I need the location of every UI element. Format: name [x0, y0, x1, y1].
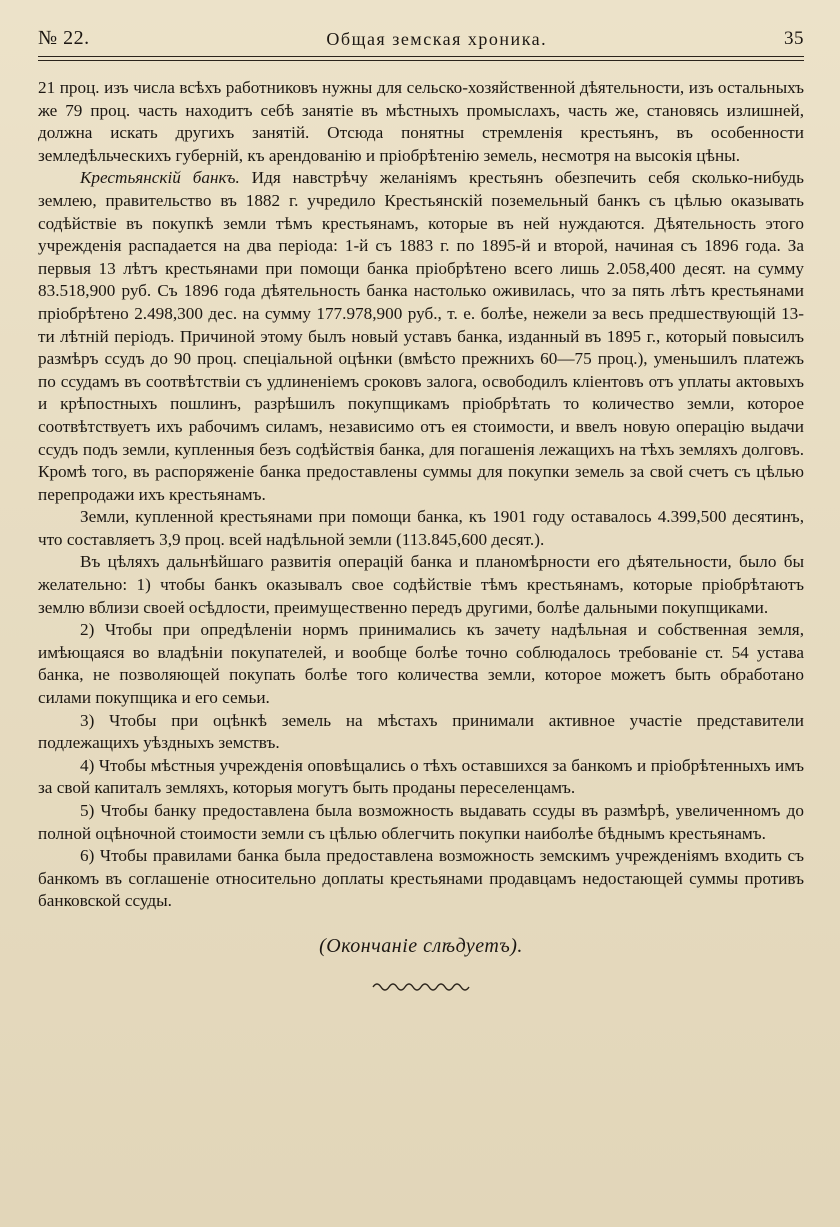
- header-rule: [38, 56, 804, 61]
- paragraph-9: 6) Чтобы правилами банка была предоставлена возможность земскимъ учрежденіямъ входить съ банкомъ въ соглашеніе относительно доплаты крестьянами продавцамъ недостающей суммы противъ банковской ссуды.: [38, 846, 804, 911]
- section-heading: Крестьянскій банкъ.: [80, 168, 240, 188]
- paragraph-2-text: Идя навстрѣчу желаніямъ крестьянъ обезпечить себя сколько-нибудь землею, правительство въ 1882 г. учредило Крестьянскій поземельный банкъ съ цѣлью оказывать содѣйствіе въ покупкѣ земли тѣмъ крестьянамъ, которые въ ней нуждаются. Дѣятельность этого учрежденія распадается на два періода: 1-й съ 1883 г. по 1895-й и второй, начиная съ 1896 года. За первыя 13 лѣтъ крестьянами при помощи банка пріобрѣтено всего лишь 2.058,400 десят. на сумму 83.518,900 руб. Съ 1896 года дѣятельность банка настолько оживилась, что за пять лѣтъ крестьянами пріобрѣтено 2.498,300 дес. на сумму 177.978,900 руб., т. е. болѣе, нежели за весь предшествующій 13-ти лѣтній періодъ. Причиной этому былъ новый уставъ банка, изданный въ 1895 г., который повысилъ размѣръ ссудъ до 90 проц. спеціальной оцѣнки (вмѣсто прежнихъ 60—75 проц.), уменьшилъ платежъ по ссудамъ въ соотвѣтствіи съ удлиненіемъ сроковъ залога, освободилъ кліентовъ отъ уплаты актовыхъ и крѣпостныхъ пошлинъ, разрѣшилъ покупщикамъ пріобрѣтать то количество земли, которое соотвѣтствуетъ ихъ рабочимъ силамъ, независимо отъ ея стоимости, и ввелъ новую операцію выдачи ссудъ подъ земли, купленныя безъ содѣйствія банка, для погашенія лежащихъ на тѣхъ земляхъ долговъ. Кромѣ того, въ распоряженіе банка предоставлены суммы для покупки земель за свой счетъ съ цѣлью перепродажи ихъ крестьянамъ.: [38, 168, 804, 504]
- page-header: [38, 20, 804, 50]
- paragraph-5: 2) Чтобы при опредѣленіи нормъ принимались къ зачету надѣльная и собственная земля, имѣющаяся во владѣніи покупателей, и вообще болѣе точно соблюдалось требованіе ст. 54 устава банка, не позволяющей покупать болѣе того количества земли, которое можетъ быть обработано силами покупщика и его семьи.: [38, 620, 804, 708]
- paragraph-3: Земли, купленной крестьянами при помощи банка, къ 1901 году оставалось 4.399,500 десятинъ, что составляетъ 3,9 проц. всей надѣльной земли (113.845,600 десят.).: [38, 507, 804, 549]
- wave-ornament: [371, 980, 471, 994]
- paragraph-2: [38, 167, 804, 506]
- page-number: 35: [783, 28, 804, 49]
- paragraph-6: 3) Чтобы при оцѣнкѣ земель на мѣстахъ принимали активное участіе представители подлежащихъ уѣздныхъ земствъ.: [38, 710, 804, 753]
- paragraph-7: 4) Чтобы мѣстныя учрежденія оповѣщались о тѣхъ оставшихся за банкомъ и пріобрѣтенныхъ имъ за свой капиталъ земляхъ, которыя могутъ быть проданы переселенцамъ.: [38, 755, 804, 798]
- paragraph-1: 21 проц. изъ числа всѣхъ работниковъ нужны для сельско-хозяйственной дѣятельности, изъ остальныхъ же 79 проц. часть находитъ себѣ занятіе въ мѣстныхъ промыслахъ, часть же, становясь излишней, должна искать другихъ занятій. Отсюда понятны стремленія крестьянъ, въ особенности земледѣльческихъ губерній, къ арендованію и пріобрѣтенію земель, несмотря на высокія цѣны.: [38, 78, 804, 165]
- continuation-note: (Окончаніе слѣдуетъ).: [319, 934, 523, 957]
- article-body: [38, 77, 804, 913]
- paragraph-4: Въ цѣляхъ дальнѣйшаго развитія операцій банка и планомѣрности его дѣятельности, было бы желательно: 1) чтобы банкъ оказывалъ свое содѣйствіе тѣмъ крестьянамъ, которые пріобрѣтаютъ землю вблизи своей осѣдлости, преимущественно передъ другими, болѣе дальными покупщиками.: [38, 552, 804, 617]
- issue-number: № 22.: [38, 27, 90, 49]
- paragraph-8: 5) Чтобы банку предоставлена была возможность выдавать ссуды въ размѣрѣ, увеличенномъ до полной оцѣночной стоимости земли съ цѣлью облегчить покупки наиболѣе бѣднымъ крестьянамъ.: [38, 801, 804, 843]
- running-title: Общая земская хроника.: [326, 29, 548, 49]
